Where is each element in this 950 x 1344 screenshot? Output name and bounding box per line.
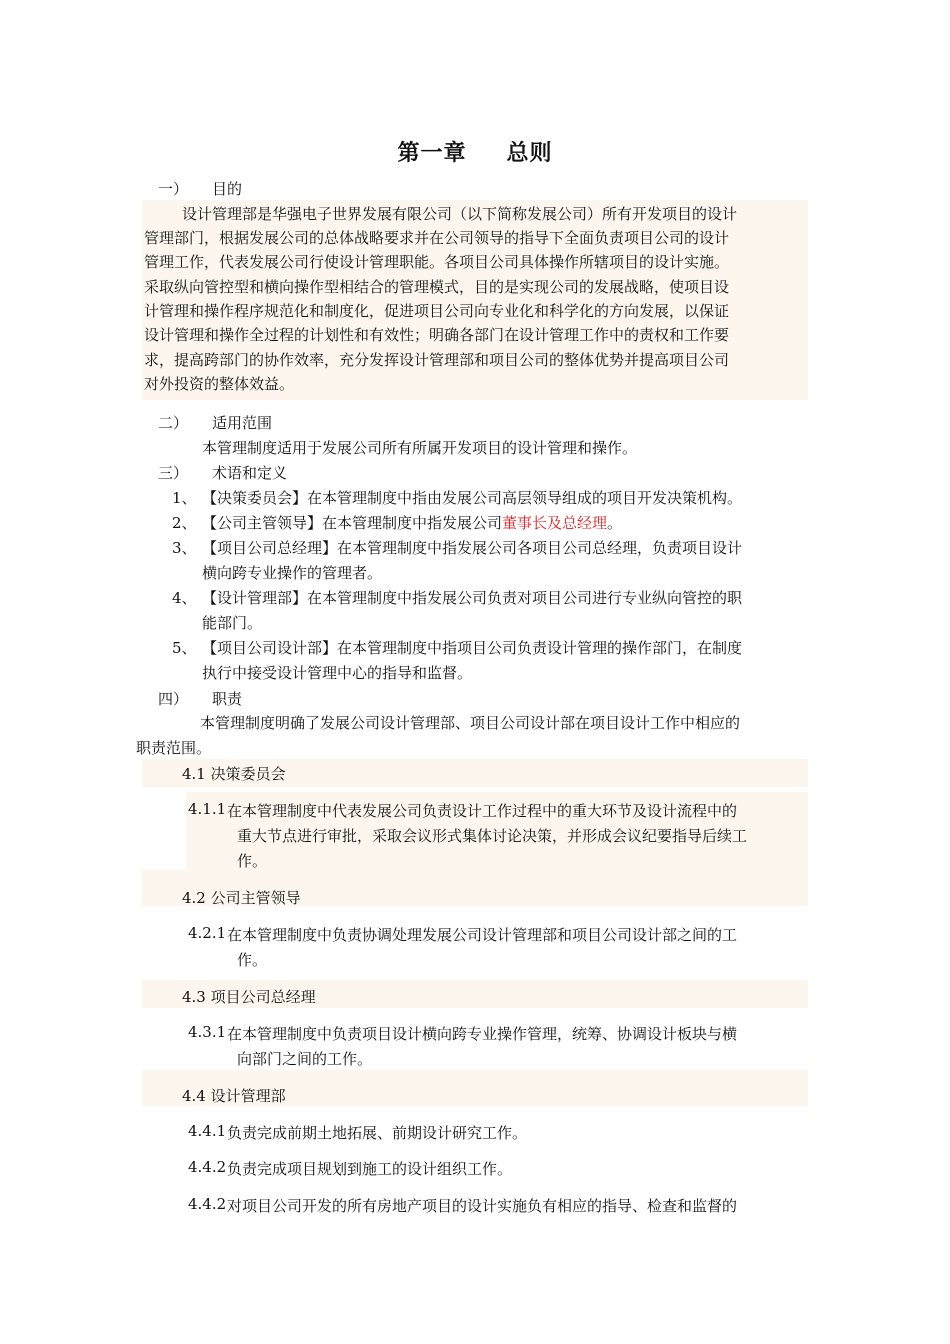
term-2-main: 【公司主管领导】在本管理制度中指发展公司 [202, 514, 503, 532]
clause-4-4-2-number: 4.4.2 [188, 1158, 227, 1176]
clause-4-2-1-line: 在本管理制度中负责协调处理发展公司设计管理部和项目公司设计部之间的工 [227, 926, 738, 944]
body-line: 管理工作，代表发展公司行使设计管理职能。各项目公司具体操作所辖项目的设计实施。 [144, 253, 730, 271]
section-4-intro: 本管理制度明确了发展公司设计管理部、项目公司设计部在项目设计工作中相应的 [200, 714, 741, 732]
subsection-4-4-heading: 4.4 设计管理部 [182, 1087, 286, 1105]
section-4-label: 四） [158, 690, 189, 708]
chapter-title [0, 136, 950, 167]
term-5-text: 【项目公司设计部】在本管理制度中指项目公司负责设计管理的操作部门，在制度 [202, 639, 743, 657]
term-3-text-cont: 横向跨专业操作的管理者。 [202, 564, 383, 582]
section-3-label: 三） [158, 464, 189, 482]
term-2-tail: 。 [607, 514, 623, 532]
subsection-4-3-heading: 4.3 项目公司总经理 [182, 988, 316, 1006]
clause-4-2-1-number: 4.2.1 [188, 924, 227, 942]
clause-4-4-3-text: 对项目公司开发的所有房地产项目的设计实施负有相应的指导、检查和监督的 [227, 1197, 738, 1215]
section-1-heading: 目的 [212, 180, 243, 198]
term-4-text-cont: 能部门。 [202, 614, 263, 632]
term-2-highlight: 董事长及总经理 [502, 514, 608, 532]
clause-4-3-1-line: 向部门之间的工作。 [237, 1050, 373, 1068]
clause-4-1-1-line: 作。 [237, 852, 268, 870]
section-4-intro-cont: 职责范围。 [136, 739, 212, 757]
term-4-text: 【设计管理部】在本管理制度中指发展公司负责对项目公司进行专业纵向管控的职 [202, 589, 743, 607]
clause-4-1-1-number: 4.1.1 [188, 800, 227, 818]
section-2-heading: 适用范围 [212, 414, 273, 432]
body-line: 计管理和操作程序规范化和制度化，促进项目公司向专业化和科学化的方向发展，以保证 [144, 302, 730, 320]
clause-4-1-1-line: 重大节点进行审批，采取会议形式集体讨论决策，并形成会议纪要指导后续工 [237, 827, 748, 845]
term-2-text [202, 512, 622, 533]
clause-4-3-1-line: 在本管理制度中负责项目设计横向跨专业操作管理，统筹、协调设计板块与横 [227, 1025, 738, 1043]
body-line: 对外投资的整体效益。 [144, 375, 295, 393]
clause-4-4-1-text: 负责完成前期土地拓展、前期设计研究工作。 [227, 1124, 528, 1142]
section-1-label: 一） [158, 180, 189, 198]
term-1-number: 1、 [172, 489, 197, 507]
section-4-heading: 职责 [212, 690, 243, 708]
term-3-text: 【项目公司总经理】在本管理制度中指发展公司各项目公司总经理，负责项目设计 [202, 539, 743, 557]
term-5-text-cont: 执行中接受设计管理中心的指导和监督。 [202, 664, 473, 682]
clause-4-4-3-number: 4.4.2 [188, 1195, 227, 1213]
term-4-number: 4、 [172, 589, 197, 607]
term-1-text: 【决策委员会】在本管理制度中指由发展公司高层领导组成的项目开发决策机构。 [202, 489, 743, 507]
body-line: 求，提高跨部门的协作效率，充分发挥设计管理部和项目公司的整体优势并提高项目公司 [144, 351, 730, 369]
section-3-heading: 术语和定义 [212, 464, 288, 482]
clause-4-4-1-number: 4.4.1 [188, 1122, 227, 1140]
section-2-label: 二） [158, 414, 189, 432]
clause-4-2-1-line: 作。 [237, 951, 268, 969]
section-2-text: 本管理制度适用于发展公司所有所属开发项目的设计管理和操作。 [202, 439, 638, 457]
body-line: 采取纵向管控型和横向操作型相结合的管理模式，目的是实现公司的发展战略，使项目设 [144, 278, 730, 296]
term-5-number: 5、 [172, 639, 197, 657]
term-3-number: 3、 [172, 539, 197, 557]
clause-4-3-1-number: 4.3.1 [188, 1023, 227, 1041]
body-line: 设计管理部是华强电子世界发展有限公司（以下简称发展公司）所有开发项目的设计 [182, 205, 738, 223]
body-line: 管理部门，根据发展公司的总体战略要求并在公司领导的指导下全面负责项目公司的设计 [144, 229, 730, 247]
clause-4-1-1-line: 在本管理制度中代表发展公司负责设计工作过程中的重大环节及设计流程中的 [227, 802, 738, 820]
term-2-number: 2、 [172, 514, 197, 532]
subsection-4-1-heading: 4.1 决策委员会 [182, 765, 286, 783]
clause-4-4-2-text: 负责完成项目规划到施工的设计组织工作。 [227, 1160, 513, 1178]
subsection-4-2-heading: 4.2 公司主管领导 [182, 889, 301, 907]
body-line: 设计管理和操作全过程的计划性和有效性；明确各部门在设计管理工作中的责权和工作要 [144, 326, 730, 344]
chapter-name: 总则 [506, 140, 553, 166]
chapter-number: 第一章 [397, 140, 467, 166]
